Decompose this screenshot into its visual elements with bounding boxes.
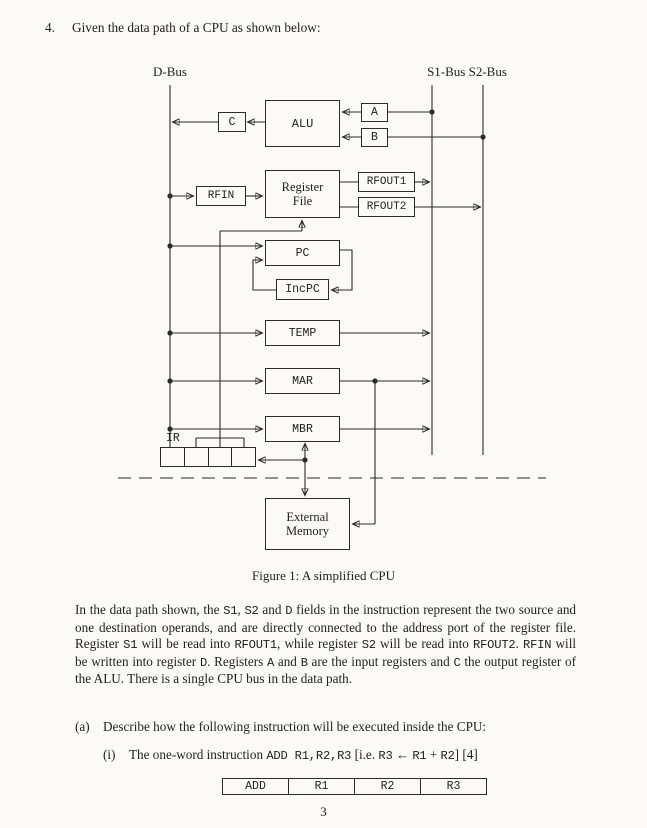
rfout1-label: RFOUT1	[366, 176, 407, 188]
rfout2-box	[358, 197, 415, 217]
mbr-box	[265, 416, 340, 442]
ir-field-cell	[208, 448, 232, 466]
part-a-text: Describe how the following instruction will be executed inside the CPU:	[103, 719, 487, 734]
ir-label: IR	[166, 432, 180, 445]
ir-field-cell	[161, 448, 184, 466]
alu-label: ALU	[291, 116, 314, 131]
rfout1-box	[358, 172, 415, 192]
incpc-box	[276, 279, 329, 300]
body-paragraph: In the data path shown, the S1, S2 and D fields in the instruction represent the two source and one destination operands, and are directly connected to the address port of the register file. Register S1 will be read into RFOUT1, while register S2 will be read into RFOUT2. RFIN will be written into register D. Registers A and B are the input registers and C the output register of the ALU. There is a single CPU bus in the data path.	[75, 602, 577, 687]
part-a-i-marker: (i)	[103, 747, 116, 762]
mar-label: MAR	[292, 374, 313, 388]
external-memory-box	[265, 498, 350, 550]
pc-label: PC	[295, 246, 310, 260]
b-register-box	[361, 128, 388, 147]
instruction-word-table	[222, 778, 487, 795]
temp-box	[265, 320, 340, 346]
rfin-label: RFIN	[207, 190, 235, 202]
mbr-label: MBR	[292, 422, 313, 436]
part-a-marker: (a)	[75, 719, 90, 734]
instruction-word-cell-r2: R2	[354, 778, 421, 795]
part-a-i-text: The one-word instruction ADD R1,R2,R3 [i.e. R3 ← R1 + R2] [4]	[129, 747, 478, 763]
ir-field-cell	[184, 448, 208, 466]
c-register-box	[218, 112, 246, 132]
a-register-box	[361, 103, 388, 122]
figure-caption: Figure 1: A simplified CPU	[251, 568, 395, 583]
part-a-i-line	[103, 747, 603, 763]
rfin-box	[196, 186, 246, 206]
alu-box	[265, 100, 340, 147]
rfout2-label: RFOUT2	[366, 201, 407, 213]
a-register-label: A	[371, 106, 378, 119]
d-bus-label: D-Bus	[153, 64, 187, 79]
register-file-box	[265, 170, 340, 218]
external-memory-label: External Memory	[285, 510, 330, 538]
temp-label: TEMP	[288, 326, 317, 340]
mar-box	[265, 368, 340, 394]
part-a-line	[75, 719, 595, 735]
question-text: Given the data path of a CPU as shown below:	[72, 20, 321, 35]
register-file-label: Register File	[281, 180, 324, 208]
incpc-label: IncPC	[285, 283, 320, 296]
pc-box	[265, 240, 340, 266]
b-register-label: B	[371, 131, 378, 144]
instruction-word-cell-opcode: ADD	[222, 778, 289, 795]
instruction-word-cell-r3: R3	[420, 778, 487, 795]
page-number: 3	[320, 804, 327, 819]
ir-field-cell	[231, 448, 255, 466]
question-number: 4.	[45, 20, 55, 35]
c-register-label: C	[228, 115, 236, 129]
s-bus-labels: S1-Bus S2-Bus	[427, 64, 507, 79]
ir-register-box	[160, 447, 256, 467]
instruction-word-cell-r1: R1	[288, 778, 355, 795]
